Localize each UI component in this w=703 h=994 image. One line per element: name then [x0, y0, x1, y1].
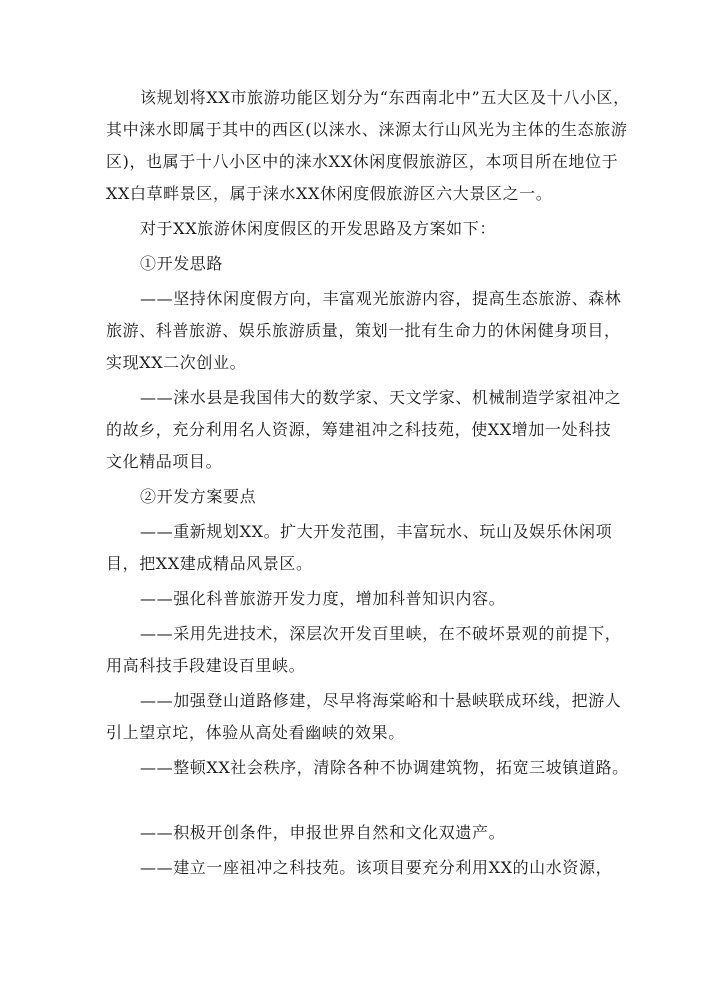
- paragraph-line: ——整顿XX社会秩序，清除各种不协调建筑物，拓宽三坡镇道路。: [140, 758, 629, 777]
- paragraph-line: ——建立一座祖冲之科技苑。该项目要充分利用XX的山水资源，: [140, 858, 613, 877]
- paragraph-line: 实现XX二次创业。: [106, 353, 247, 372]
- section-heading: ①开发思路: [140, 254, 224, 273]
- paragraph-line: 区)，也属于十八小区中的涞水XX休闲度假旅游区，本项目所在地位于: [106, 152, 619, 171]
- section-heading: ②开发方案要点: [140, 487, 257, 506]
- paragraph-line: ——坚持休闲度假方向，丰富观光旅游内容，提高生态旅游、森林: [140, 289, 622, 308]
- paragraph-line: 对于XX旅游休闲度假区的开发思路及方案如下：: [140, 219, 496, 238]
- paragraph-line: ——采用先进技术，深层次开发百里峡，在不破坏景观的前提下，: [140, 624, 622, 643]
- paragraph-line: 其中涞水即属于其中的西区(以涞水、涞源太行山风光为主体的生态旅游: [106, 120, 628, 139]
- paragraph-line: ——加强登山道路修建，尽早将海棠峪和十悬峡联成环线，把游人: [140, 691, 622, 710]
- paragraph-line: 文化精品项目。: [106, 452, 223, 471]
- paragraph-line: 引上望京坨，体验从高处看幽峡的效果。: [106, 723, 405, 742]
- paragraph-line: 用高科技手段建设百里峡。: [106, 656, 306, 675]
- paragraph-line: XX白草畔景区，属于涞水XX休闲度假旅游区六大景区之一。: [106, 184, 553, 203]
- paragraph-line: ——涞水县是我国伟大的数学家、天文学家、机械制造学家祖冲之: [140, 388, 622, 407]
- paragraph-line: 的故乡，充分利用名人资源，筹建祖冲之科技苑，使XX增加一处科技: [106, 420, 612, 439]
- paragraph-line: 该规划将XX市旅游功能区划分为“东西南北中”五大区及十八小区，: [140, 88, 630, 107]
- paragraph-line: ——强化科普旅游开发力度，增加科普知识内容。: [140, 589, 506, 608]
- paragraph-line: ——积极开创条件，申报世界自然和文化双遗产。: [140, 823, 506, 842]
- paragraph-line: 旅游、科普旅游、娱乐旅游质量，策划一批有生命力的休闲健身项目，: [106, 321, 621, 340]
- paragraph-line: ——重新规划XX。扩大开发范围，丰富玩水、玩山及娱乐休闲项: [140, 522, 613, 541]
- paragraph-line: 目，把XX建成精品风景区。: [106, 554, 313, 573]
